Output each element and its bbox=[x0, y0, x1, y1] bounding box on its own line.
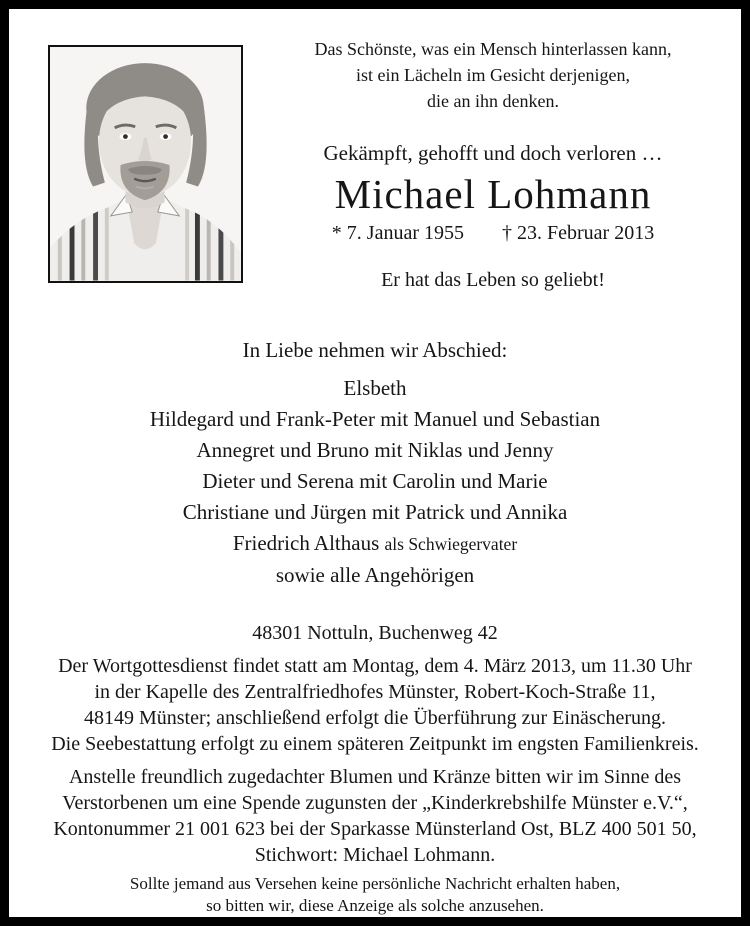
mourner-line-father-in-law bbox=[9, 528, 741, 560]
service-paragraph bbox=[9, 653, 741, 757]
lead-line: Gekämpft, gehofft und doch verloren … bbox=[323, 141, 663, 165]
donation-line-3: Kontonummer 21 001 623 bei der Sparkasse Münsterland Ost, BLZ 400 501 50, bbox=[53, 818, 697, 840]
address-line: 48301 Nottuln, Buchenweg 42 bbox=[252, 622, 498, 644]
tribute-line: Er hat das Leben so geliebt! bbox=[381, 269, 605, 291]
service-line-3: 48149 Münster; anschließend erfolgt die Überführung zur Einäscherung. bbox=[83, 707, 667, 729]
mourner-line: Dieter und Serena mit Carolin und Marie bbox=[202, 469, 548, 493]
donation-paragraph bbox=[9, 764, 741, 868]
epigraph-line-3: die an ihn denken. bbox=[427, 91, 559, 111]
mourner-line: Hildegard und Frank-Peter mit Manuel und Sebastian bbox=[149, 407, 601, 431]
death-date: † 23. Februar 2013 bbox=[502, 222, 655, 244]
portrait-photo-image bbox=[50, 47, 241, 281]
deceased-name: Michael Lohmann bbox=[334, 171, 652, 217]
service-line-1: Der Wortgottesdienst findet statt am Montag, dem 4. März 2013, um 11.30 Uhr bbox=[58, 655, 692, 677]
closing-note bbox=[9, 873, 741, 917]
donation-line-2: Verstorbenen um eine Spende zugunsten der „Kinderkrebshilfe Münster e.V.“, bbox=[62, 792, 688, 814]
mourner-line: Elsbeth bbox=[343, 376, 407, 400]
service-line-4: Die Seebestattung erfolgt zu einem späteren Zeitpunkt im engsten Familienkreis. bbox=[51, 733, 699, 755]
birth-date: * 7. Januar 1955 bbox=[331, 222, 464, 244]
closing-note-line-2: so bitten wir, diese Anzeige als solche anzusehen. bbox=[206, 896, 544, 915]
closing-note-line-1: Sollte jemand aus Versehen keine persönliche Nachricht erhalten haben, bbox=[129, 874, 621, 893]
portrait-photo bbox=[48, 45, 243, 283]
mourner-line: Christiane und Jürgen mit Patrick und Annika bbox=[182, 500, 568, 524]
donation-line-4: Stichwort: Michael Lohmann. bbox=[254, 844, 496, 866]
life-dates bbox=[245, 220, 741, 246]
service-line-2: in der Kapelle des Zentralfriedhofes Münster, Robert-Koch-Straße 11, bbox=[94, 681, 656, 703]
relatives-line: sowie alle Angehörigen bbox=[275, 563, 475, 587]
epigraph-line-2: ist ein Lächeln im Gesicht derjenigen, bbox=[356, 65, 630, 85]
header-section bbox=[245, 36, 741, 293]
farewell-intro: In Liebe nehmen wir Abschied: bbox=[242, 338, 508, 362]
donation-line-1: Anstelle freundlich zugedachter Blumen und Kränze bitten wir im Sinne des bbox=[68, 766, 682, 788]
mourners-list bbox=[9, 373, 741, 591]
father-in-law-name: Friedrich Althaus bbox=[232, 531, 380, 555]
father-in-law-role: als Schwiegervater bbox=[384, 534, 518, 554]
epigraph-line-1: Das Schönste, was ein Mensch hinterlassen kann, bbox=[314, 39, 672, 59]
mourner-line: Annegret und Bruno mit Niklas und Jenny bbox=[196, 438, 554, 462]
epigraph bbox=[245, 36, 741, 114]
body-section bbox=[9, 335, 741, 917]
